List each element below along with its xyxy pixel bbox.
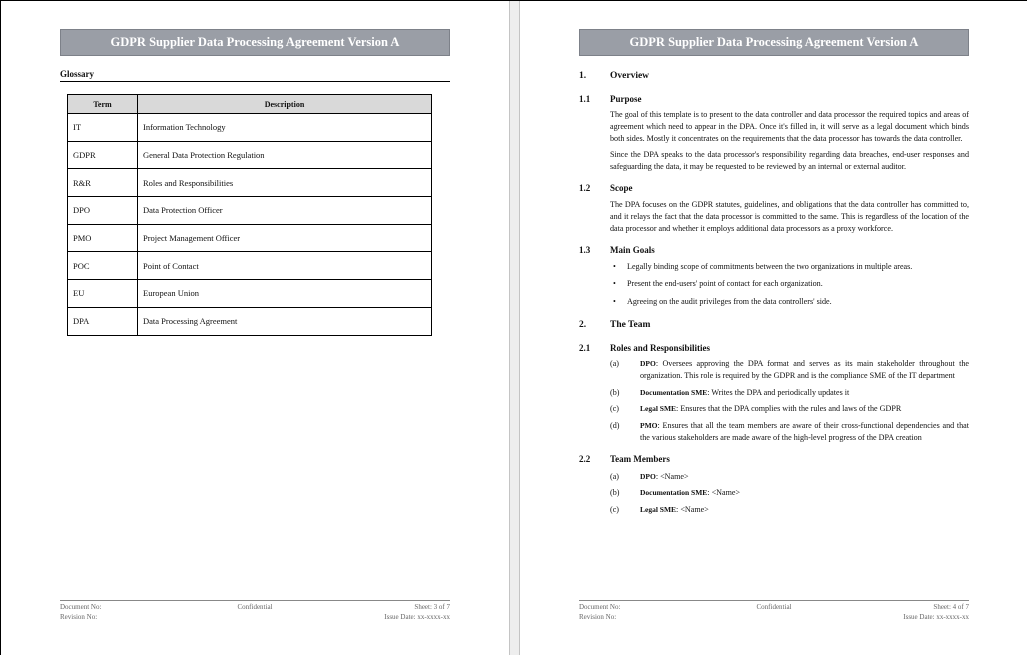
page-footer [579,600,969,622]
role-name: Legal SME [640,505,677,514]
term-cell: DPO [68,197,138,225]
page-footer [60,600,450,622]
page-4 [520,1,1027,655]
role-name: Documentation SME [640,488,708,497]
document-title-banner: GDPR Supplier Data Processing Agreement Version A [60,29,450,56]
section-title: The Team [610,320,651,330]
section-heading-overview [579,70,969,82]
footer-revision-no: Revision No: [579,613,617,621]
role-description: : Ensures that all the team members are aware of their cross-functional dependencies and that the various stakeholders are made aware of the high-level progress of the DPA creation [640,421,969,442]
description-cell: European Union [138,280,432,308]
section-number: 1.3 [579,245,591,255]
page-body [579,70,969,516]
footer-revision-no: Revision No: [60,613,98,621]
table-row [68,280,432,308]
item-label: (d) [610,421,620,430]
description-cell: Data Protection Officer [138,197,432,225]
description-cell: Point of Contact [138,252,432,280]
role-name: DPO [640,472,656,481]
section-title: Roles and Responsibilities [610,343,711,353]
section-heading-the-team [579,319,969,331]
member-item-legal-sme [579,504,969,516]
role-name: DPO [640,359,656,368]
page-3 [1,1,509,655]
role-item-documentation-sme [579,387,969,399]
table-row [68,114,432,142]
item-label: (c) [610,505,619,514]
footer-document-no: Document No: [579,603,621,611]
role-name: PMO [640,421,658,430]
page-divider [509,1,520,655]
member-name: : <Name> [655,472,689,481]
role-name: Legal SME [640,404,677,413]
column-header-description: Description [138,95,432,114]
item-label: (b) [610,488,620,497]
section-heading-team-members [579,453,969,465]
term-cell: DPA [68,307,138,335]
section-heading-main-goals [579,244,969,256]
footer-sheet: Sheet: 4 of 7 [933,603,969,611]
term-cell: POC [68,252,138,280]
table-row [68,197,432,225]
section-heading-roles [579,342,969,354]
goal-bullet: • Agreeing on the audit privileges from the data controllers' side. [579,296,969,308]
section-number: 2.1 [579,343,591,353]
purpose-paragraph-1: The goal of this template is to present to the data controller and data processor the required topics and areas of agreement which need to appear in the DPA. Once it's filled in, it will serve as a legal document which binds both sides. Mostly it concentrates on the requirements that the data processor has towards the data controller. [610,110,969,143]
table-row [68,307,432,335]
section-number: 1. [579,71,587,81]
footer-sheet: Sheet: 3 of 7 [414,603,450,611]
section-title: Scope [610,183,633,193]
section-heading-purpose [579,93,969,105]
item-label: (a) [610,472,619,481]
column-header-term: Term [68,95,138,114]
term-cell: IT [68,114,138,142]
role-description: : Ensures that the DPA complies with the rules and laws of the GDPR [676,404,902,413]
table-row [68,169,432,197]
goal-bullet: • Present the end-users' point of contact for each organization. [579,278,969,290]
section-title: Overview [610,71,650,81]
role-description: : Writes the DPA and periodically updates it [707,388,850,397]
footer-issue-date: Issue Date: xx-xxxx-xx [384,613,450,621]
role-name: Documentation SME [640,388,708,397]
description-cell: Roles and Responsibilities [138,169,432,197]
document-title-banner: GDPR Supplier Data Processing Agreement Version A [579,29,969,56]
section-title: Main Goals [610,245,655,255]
role-item-pmo [579,420,969,444]
term-cell: EU [68,280,138,308]
scope-paragraph: The DPA focuses on the GDPR statutes, guidelines, and obligations that the data controller has committed to, and it relays the fact that the data processor is committed to the same. This is regardless of the location of the data processor and whether it employs additional data processors as a proxy workforce. [610,200,969,233]
table-row [68,252,432,280]
item-label: (a) [610,359,619,368]
role-description: : Oversees approving the DPA format and serves as its main stakeholder throughout the organization. This role is required by the GDPR and is the compliance SME of the IT department [640,359,969,380]
goal-bullet: • Legally binding scope of commitments between the two organizations in multiple areas. [579,261,969,273]
section-number: 1.2 [579,183,591,193]
section-number: 2.2 [579,454,591,464]
term-cell: PMO [68,224,138,252]
term-cell: R&R [68,169,138,197]
member-item-documentation-sme [579,487,969,499]
table-row [68,141,432,169]
description-cell: Information Technology [138,114,432,142]
purpose-paragraph-2: Since the DPA speaks to the data processor's responsibility regarding data breaches, end-user responses and safeguarding the data, it may be requested to be reviewed by an internal or external auditor. [610,150,969,171]
member-name: : <Name> [676,505,709,514]
description-cell: General Data Protection Regulation [138,141,432,169]
item-label: (c) [610,404,619,413]
role-item-legal-sme [579,403,969,415]
table-row [68,224,432,252]
section-heading-scope [579,182,969,194]
section-title: Purpose [610,94,642,104]
term-cell: GDPR [68,141,138,169]
footer-confidential: Confidential [237,603,273,611]
role-item-dpo [579,358,969,382]
footer-confidential: Confidential [756,603,792,611]
description-cell: Project Management Officer [138,224,432,252]
section-title: Team Members [610,454,670,464]
glossary-table [67,94,432,336]
description-cell: Data Processing Agreement [138,307,432,335]
glossary-heading: Glossary [60,69,450,82]
footer-document-no: Document No: [60,603,102,611]
member-name: : <Name> [707,488,741,497]
section-number: 2. [579,320,587,330]
member-item-dpo [579,471,969,483]
section-number: 1.1 [579,94,591,104]
item-label: (b) [610,388,620,397]
footer-issue-date: Issue Date: xx-xxxx-xx [903,613,969,621]
